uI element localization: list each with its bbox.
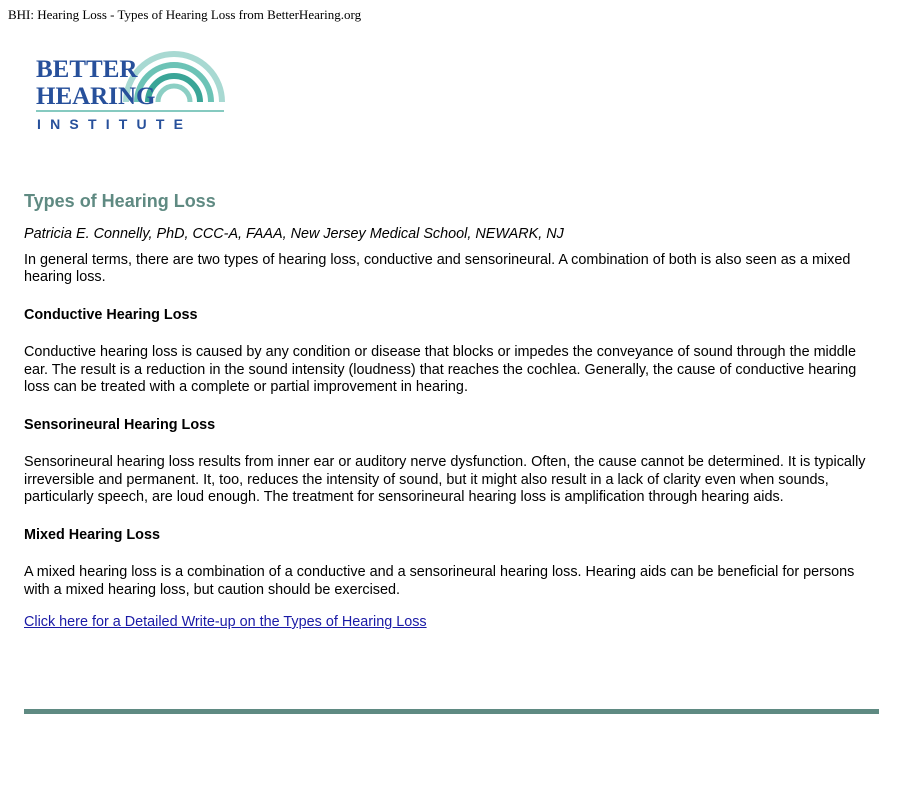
article-author: Patricia E. Connelly, PhD, CCC-A, FAAA, New Jersey Medical School, NEWARK, NJ: [24, 226, 564, 242]
body-mixed: A mixed hearing loss is a combination of a conductive and a sensorineural hearing loss. Hearing aids can be beneficial for persons with a mixed hearing loss, but caution should be exercised.: [24, 564, 855, 598]
heading-conductive: Conductive Hearing Loss: [24, 306, 198, 323]
logo-text-institute: INSTITUTE: [37, 116, 193, 132]
logo-arc-inner: [148, 76, 200, 102]
article-content: [24, 190, 879, 632]
better-hearing-institute-logo[interactable]: [36, 40, 226, 132]
heading-mixed: Mixed Hearing Loss: [24, 526, 160, 543]
page-header: BHI: Hearing Loss - Types of Hearing Loss from BetterHearing.org: [8, 7, 362, 22]
detailed-writeup-link[interactable]: Click here for a Detailed Write-up on the Types of Hearing Loss: [24, 614, 427, 630]
article-title: Types of Hearing Loss: [24, 191, 216, 211]
footer-divider: [24, 709, 879, 714]
logo-graphic: [36, 40, 226, 132]
article-intro: In general terms, there are two types of hearing loss, conductive and sensorineural. A combination of both is also seen as a mixed hearing loss.: [24, 251, 851, 285]
body-sensorineural: Sensorineural hearing loss results from inner ear or auditory nerve dysfunction. Often, the cause cannot be determined. It is typically irreversible and permanent. It, too, reduces the intensity of sound, but it might also result in a lack of clarity even when sounds, particularly speech, are loud enough. The treatment for sensorineural hearing loss is amplification through hearing aids.: [24, 454, 866, 505]
logo-text-hearing: HEARING: [36, 83, 156, 110]
logo-arc-core: [158, 86, 190, 102]
heading-sensorineural: Sensorineural Hearing Loss: [24, 416, 216, 433]
body-conductive: Conductive hearing loss is caused by any condition or disease that blocks or impedes the conveyance of sound through the middle ear. The result is a reduction in the sound intensity (loudness) that reaches the cochlea. Generally, the cause of conductive hearing loss can be treated with a complete or partial improvement in hearing.: [24, 344, 857, 395]
logo-text-better: BETTER: [36, 56, 138, 83]
